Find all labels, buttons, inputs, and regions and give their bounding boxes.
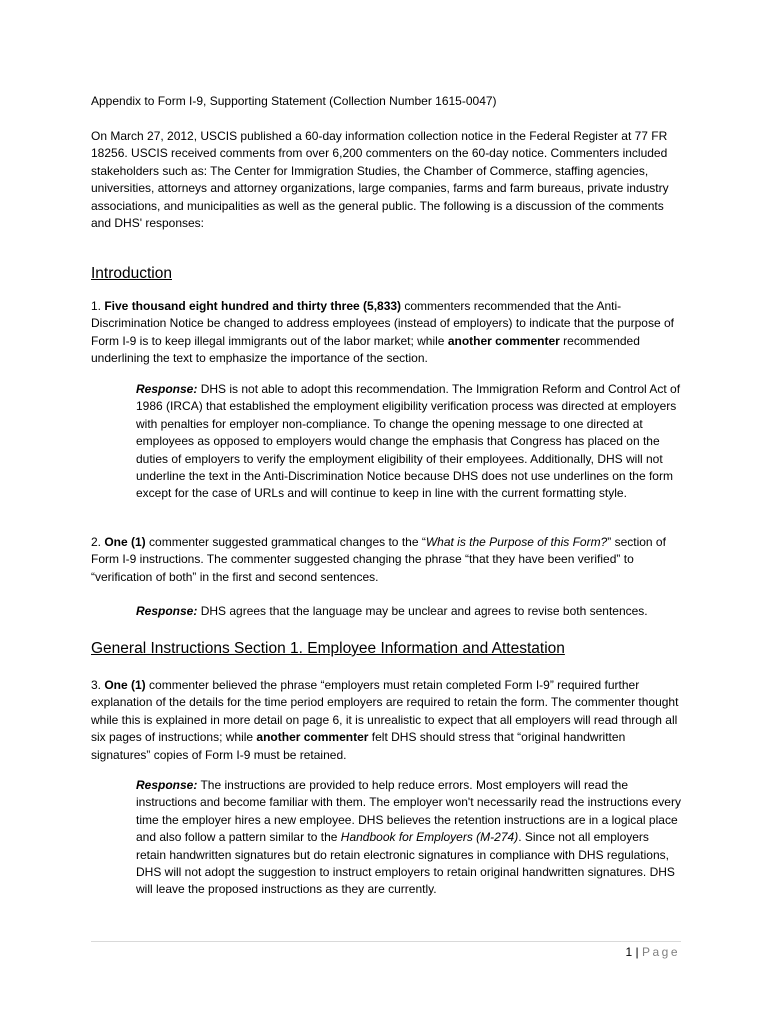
commenter-count: One (1) bbox=[104, 535, 146, 549]
document-header-line: Appendix to Form I-9, Supporting Statement (Collection Number 1615-0047) bbox=[91, 94, 497, 108]
response-3 bbox=[136, 777, 681, 899]
response-1 bbox=[136, 381, 681, 503]
comment-item-2 bbox=[91, 534, 681, 586]
footer-separator: | bbox=[632, 945, 642, 959]
comment-item-1 bbox=[91, 298, 681, 368]
page-footer bbox=[625, 944, 680, 961]
page-label: Page bbox=[641, 945, 680, 959]
another-commenter: another commenter bbox=[256, 730, 369, 745]
response-text: DHS is not able to adopt this recommendation. The Immigration Reform and Control Act of 1986 (IRCA) that established the employment eligibility verification process was directed at employers with penalties for employer non-compliance. To change the opening message to one directed at employees as opposed to employers would change the emphasis that Congress has placed on the duties of employers to verify the employment eligibility of their employees. Additionally, DHS will not underline the text in the Anti-Discrimination Notice because DHS does not use underlines on the form except for the case of URLs and will continue to keep in line with the current formatting style. bbox=[136, 382, 681, 501]
response-label: Response: bbox=[136, 382, 198, 396]
comment-text: recommended underlining the text to emphasize the importance of the section. bbox=[91, 333, 640, 366]
item-number: 1. bbox=[91, 299, 105, 313]
response-label: Response: bbox=[136, 604, 198, 618]
response-text: . Since not all employers retain handwritten signatures but do retain electronic signatures in compliance with DHS regulations, DHS will not adopt the suggestion to instruct employers to retain original handwritten signatures. DHS will leave the proposed instructions as they are currently. bbox=[136, 830, 675, 897]
comment-text: ” section of Form I-9 instructions. The commenter suggested changing the phrase “that they have been verified” to “verification of both” in the first and second sentences. bbox=[91, 535, 666, 584]
footer-divider bbox=[91, 941, 681, 942]
commenter-count: Five thousand eight hundred and thirty three (5,833) bbox=[104, 299, 402, 313]
response-label: Response: bbox=[136, 778, 198, 792]
comment-text: commenter believed the phrase “employers must retain completed Form I-9” required further explanation of the details for the time period employers are required to retain the form. The commenter thought while this is explained in more detail on page 6, it is unrealistic to expect that all employers will read through all six pages of instructions; while bbox=[91, 678, 679, 745]
response-text: The instructions are provided to help reduce errors. Most employers will read the instructions and become familiar with them. The employer won't necessarily read the instructions every time the employer hires a new employee. DHS believes the retention instructions are in a logical place and also follow a pattern similar to the bbox=[136, 778, 681, 845]
page-number: 1 bbox=[625, 945, 633, 959]
comment-item-3 bbox=[91, 677, 681, 764]
intro-paragraph: On March 27, 2012, USCIS published a 60-day information collection notice in the Federal Register at 77 FR 18256. USCIS received comments from over 6,200 commenters on the 60-day notice. Commenters included stakeholders such as: The Center for Immigration Studies, the Chamber of Commerce, staffing agencies, universities, attorneys and attorney organizations, large companies, farms and farm bureaus, private industry associations, and municipalities as well as the general public. The following is a discussion of the comments and DHS' responses: bbox=[91, 129, 669, 231]
item-number: 3. bbox=[91, 678, 105, 692]
comment-text: commenter suggested grammatical changes to the “ bbox=[145, 535, 426, 549]
handbook-title: Handbook for Employers (M-274) bbox=[340, 830, 519, 845]
section-heading-introduction: Introduction bbox=[91, 265, 172, 282]
response-text: DHS agrees that the language may be unclear and agrees to revise both sentences. bbox=[197, 604, 648, 618]
another-commenter: another commenter bbox=[447, 333, 560, 348]
section-heading-general-instructions: General Instructions Section 1. Employee Information and Attestation bbox=[91, 640, 565, 657]
item-number: 2. bbox=[91, 535, 105, 549]
quoted-section-title: What is the Purpose of this Form? bbox=[425, 535, 608, 549]
response-2 bbox=[136, 603, 681, 620]
comment-text: felt DHS should stress that “original handwritten signatures” copies of Form I-9 must be retained. bbox=[91, 730, 626, 762]
commenter-count: One (1) bbox=[104, 678, 146, 692]
comment-text: commenters recommended that the Anti-Discrimination Notice be changed to address employees (instead of employers) to indicate that the purpose of Form I-9 is to keep illegal immigrants out of the labor market; while bbox=[91, 299, 674, 348]
